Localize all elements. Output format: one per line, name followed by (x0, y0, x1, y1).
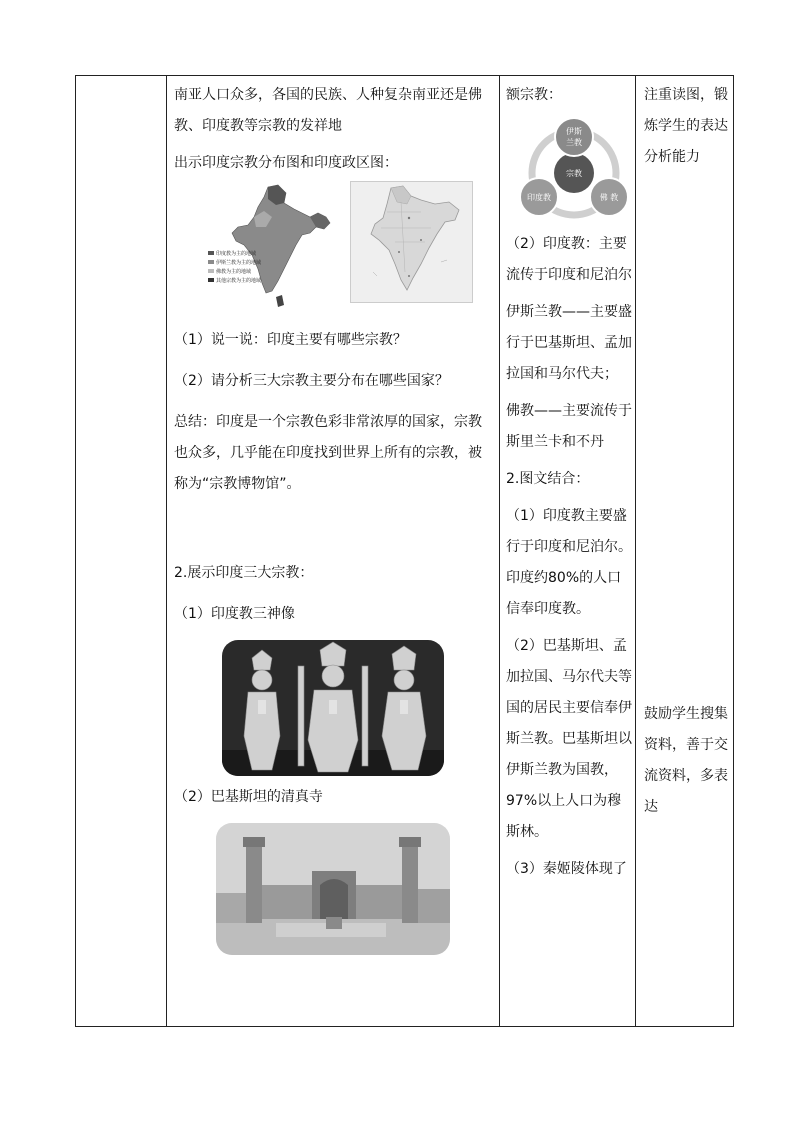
intent-collect-materials: 鼓励学生搜集资料，善于交流资料，多表达 (644, 706, 728, 815)
student-activity-cell (500, 76, 636, 1026)
hindu-trinity-statues-photo (222, 640, 444, 776)
summary-paragraph: 总结：印度是一个宗教色彩非常浓厚的国家，宗教也众多，几乎能在印度找到世界上所有的宗教，被称为“宗教博物馆”。 (174, 414, 482, 492)
hinduism-note: （2）印度教：主要流传于印度和尼泊尔 (506, 236, 632, 283)
buddhism-note: 佛教——主要流传于斯里兰卡和不丹 (506, 403, 632, 450)
svg-text:伊斯: 伊斯 (566, 127, 582, 136)
map-instruction: 出示印度宗教分布图和印度政区图： (174, 155, 398, 171)
legend-item-buddhism: 佛教为主的地域 (216, 269, 252, 275)
india-religion-map (206, 183, 346, 311)
section-heading: 2.展示印度三大宗教： (174, 565, 314, 581)
religion-label: 额宗教： (506, 87, 562, 103)
subsection-mosque: （2）巴基斯坦的清真寺 (174, 789, 323, 805)
question-1: （1）说一说：印度主要有哪些宗教？ (174, 332, 407, 348)
hinduism-detail: （1）印度教主要盛行于印度和尼泊尔。印度约80%的人口信奉印度教。 (506, 508, 632, 617)
venn-left-label: 印度教 (527, 193, 551, 202)
islam-note: 伊斯兰教——主要盛行于巴基斯坦、孟加拉国和马尔代夫； (506, 304, 632, 382)
pakistan-mosque-photo (216, 823, 450, 955)
lesson-table (75, 75, 734, 1027)
subsection-hindu-gods: （1）印度教三神像 (174, 606, 295, 622)
venn-right-label: 佛 教 (599, 193, 619, 202)
religion-cycle-diagram (516, 117, 636, 227)
legend-item-other: 其他宗教为主的地域 (216, 278, 262, 284)
legend-item-hindu: 印度教为主的地域 (216, 251, 257, 257)
picture-text-heading: 2.图文结合： (506, 471, 590, 487)
question-2: （2）请分析三大宗教主要分布在哪些国家？ (174, 373, 449, 389)
venn-center-label: 宗教 (566, 169, 582, 178)
intro-paragraph: 南亚人口众多，各国的民族、人种复杂南亚还是佛教、印度教等宗教的发祥地 (174, 87, 482, 134)
maps-figure (174, 181, 494, 321)
india-political-map (350, 181, 473, 303)
legend-item-islam: 伊斯兰教为主的地域 (216, 260, 262, 266)
intent-reading-maps: 注重读图，锻炼学生的表达分析能力 (644, 87, 728, 165)
teacher-activity-cell (167, 76, 500, 1026)
design-intent-cell (636, 76, 734, 1026)
taj-mahal-note: （3）秦姬陵体现了 (506, 861, 627, 877)
islam-detail: （2）巴基斯坦、孟加拉国、马尔代夫等国的居民主要信奉伊斯兰教。巴基斯坦以伊斯兰教为国教，97%以上人口为穆斯林。 (506, 638, 632, 840)
svg-text:兰教: 兰教 (566, 138, 582, 147)
venn-top-circle (555, 118, 593, 156)
